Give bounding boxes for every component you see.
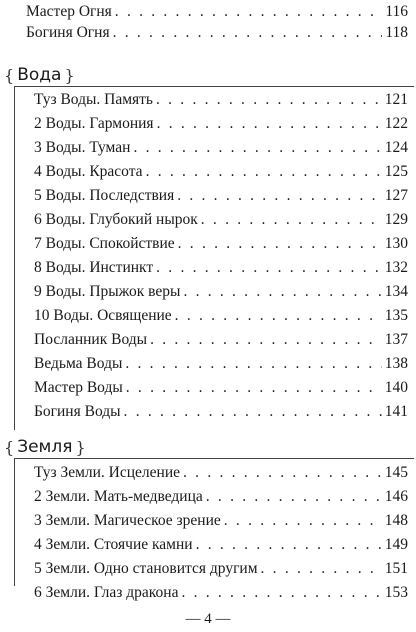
dot-leader	[261, 557, 382, 581]
dot-leader	[157, 112, 382, 136]
toc-entry[interactable]	[0, 533, 416, 557]
entry-page: 135	[384, 307, 408, 324]
entry-page: 132	[384, 259, 408, 276]
section-divider	[14, 86, 414, 87]
entry-title: 6 Воды. Глубокий нырок	[34, 211, 198, 228]
entry-title: 2 Воды. Гармония	[34, 115, 154, 132]
ornament-right-icon: }	[64, 65, 75, 85]
section-title: Вода	[17, 65, 62, 85]
entry-title: Посланник Воды	[34, 331, 148, 348]
dot-leader	[183, 461, 382, 485]
toc-entry[interactable]	[0, 232, 416, 256]
section-heading-earth	[0, 434, 86, 460]
entry-title: 5 Воды. Последствия	[34, 187, 175, 204]
toc-entry[interactable]	[0, 509, 416, 533]
entry-page: 116	[385, 3, 408, 20]
entry-page: 125	[384, 163, 408, 180]
dot-leader	[156, 88, 382, 112]
toc-entry[interactable]	[0, 208, 416, 232]
entry-title: 8 Воды. Инстинкт	[34, 259, 154, 276]
dot-leader	[113, 21, 383, 45]
entry-title: Богиня Огня	[26, 24, 110, 41]
toc-entry[interactable]	[0, 112, 416, 136]
entry-title: 2 Земли. Мать-медведица	[34, 488, 203, 505]
toc-entry[interactable]	[0, 256, 416, 280]
entry-page: 130	[384, 235, 408, 252]
dot-leader	[150, 328, 382, 352]
dot-leader	[206, 485, 382, 509]
dot-leader	[201, 208, 382, 232]
toc-entry[interactable]	[0, 184, 416, 208]
dot-leader	[181, 581, 381, 605]
entry-title: 10 Воды. Освящение	[34, 307, 172, 324]
toc-entry[interactable]	[0, 376, 416, 400]
entry-page: 122	[384, 115, 408, 132]
entry-title: 6 Земли. Глаз дракона	[34, 584, 179, 601]
entry-page: 140	[384, 379, 408, 396]
entry-page: 153	[384, 584, 408, 601]
ornament-left-icon: {	[4, 65, 15, 85]
ornament-right-icon: }	[75, 437, 86, 457]
entry-title: 3 Земли. Магическое зрение	[34, 512, 221, 529]
entry-page: 149	[384, 536, 408, 553]
entry-page: 141	[384, 403, 408, 420]
section-title: Земля	[17, 437, 73, 457]
dot-leader	[196, 533, 382, 557]
toc-entry[interactable]	[0, 136, 416, 160]
toc-entry[interactable]	[0, 581, 416, 605]
entry-title: Богиня Воды	[34, 403, 121, 420]
entry-page: 145	[384, 464, 408, 481]
entry-title: Ведьма Воды	[34, 355, 123, 372]
entry-title: Туз Воды. Память	[34, 91, 153, 108]
toc-entry[interactable]	[0, 461, 416, 485]
entry-page: 146	[384, 488, 408, 505]
dot-leader	[183, 280, 381, 304]
entry-page: 127	[384, 187, 408, 204]
entry-page: 148	[384, 512, 408, 529]
toc-entry[interactable]	[0, 352, 416, 376]
entry-page: 134	[384, 283, 408, 300]
dot-leader	[125, 352, 381, 376]
entry-page: 129	[384, 211, 408, 228]
entry-title: 4 Земли. Стоячие камни	[34, 536, 193, 553]
entry-page: 124	[384, 139, 408, 156]
entry-title: 3 Воды. Туман	[34, 139, 131, 156]
entry-title: 4 Воды. Красота	[34, 163, 143, 180]
toc-entry[interactable]	[0, 557, 416, 581]
dot-leader	[133, 136, 381, 160]
ornament-left-icon: {	[4, 437, 15, 457]
toc-entry[interactable]	[0, 328, 416, 352]
entry-page: 121	[384, 91, 408, 108]
toc-entry[interactable]	[0, 304, 416, 328]
dot-leader	[156, 256, 382, 280]
toc-entry[interactable]	[0, 485, 416, 509]
entry-page: 138	[384, 355, 408, 372]
toc-entry[interactable]	[0, 280, 416, 304]
dot-leader	[178, 232, 382, 256]
dot-leader	[175, 304, 382, 328]
entry-title: Мастер Огня	[26, 3, 112, 20]
section-heading-water	[0, 62, 75, 88]
entry-page: 118	[385, 24, 408, 41]
dot-leader	[177, 184, 382, 208]
entry-title: 9 Воды. Прыжок веры	[34, 283, 181, 300]
section-divider	[14, 458, 414, 459]
entry-page: 137	[384, 331, 408, 348]
dot-leader	[126, 376, 382, 400]
entry-title: Мастер Воды	[34, 379, 123, 396]
entry-title: Туз Земли. Исцеление	[34, 464, 181, 481]
page-number: — 4 —	[185, 611, 231, 627]
entry-title: 7 Воды. Спокойствие	[34, 235, 175, 252]
entry-title: 5 Земли. Одно становится другим	[34, 560, 258, 577]
dot-leader	[146, 160, 382, 184]
toc-entry[interactable]	[0, 400, 416, 424]
toc-entry[interactable]	[0, 160, 416, 184]
dot-leader	[124, 400, 382, 424]
toc-entry[interactable]	[0, 88, 416, 112]
entry-page: 151	[384, 560, 408, 577]
toc-entry[interactable]	[0, 21, 416, 45]
dot-leader	[224, 509, 382, 533]
